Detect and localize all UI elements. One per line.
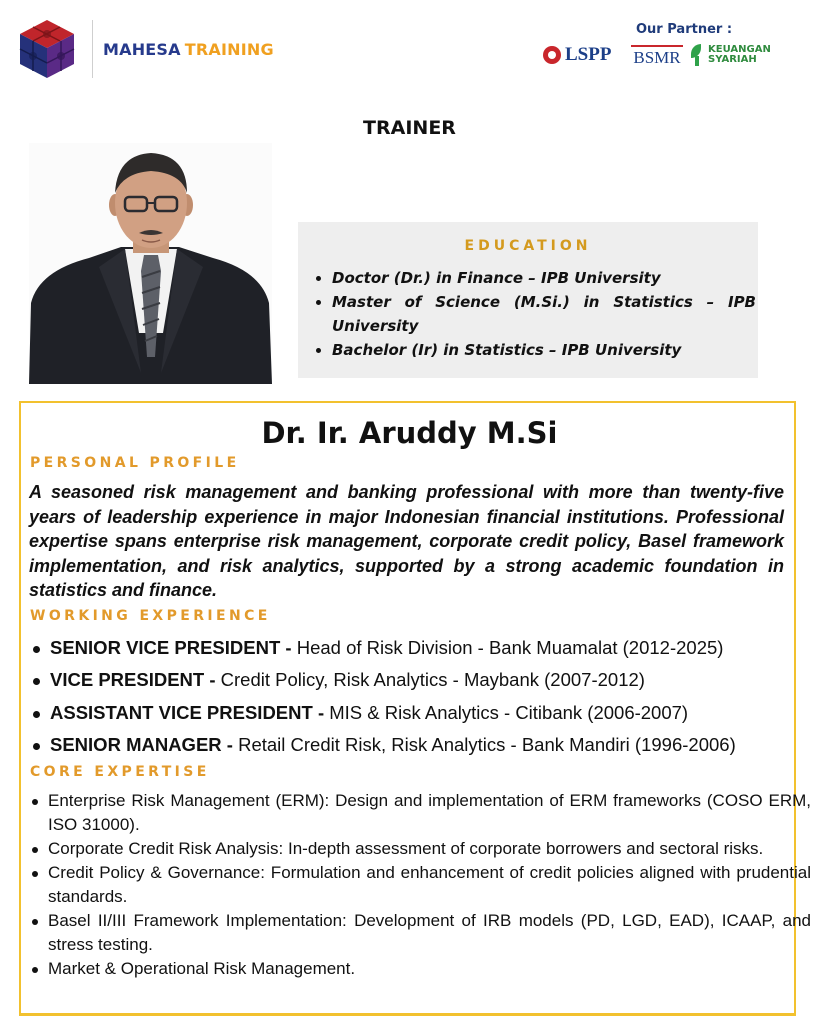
logo-divider bbox=[92, 20, 93, 78]
expertise-item: Corporate Credit Risk Analysis: In-depth assessment of corporate borrowers and sectoral risks. bbox=[48, 837, 811, 861]
core-expertise-heading: CORE EXPERTISE bbox=[30, 764, 210, 780]
expertise-item: Credit Policy & Governance: Formulation and enhancement of credit policies aligned with prudential standards. bbox=[48, 861, 811, 909]
bsmr-underline bbox=[631, 45, 683, 47]
ks-line1: KEUANGAN bbox=[708, 44, 771, 55]
expertise-item: Enterprise Risk Management (ERM): Design and implementation of ERM frameworks (COSO ERM, ISO 31000). bbox=[48, 789, 811, 837]
working-experience-list bbox=[30, 632, 810, 761]
trainer-name: Dr. Ir. Aruddy M.Si bbox=[261, 416, 558, 450]
education-list bbox=[314, 266, 756, 362]
brand-name bbox=[103, 40, 274, 59]
lspp-logo bbox=[543, 44, 625, 66]
partner-logos bbox=[543, 38, 813, 72]
experience-detail: MIS & Risk Analytics - Citibank (2006-2007) bbox=[329, 701, 689, 723]
personal-profile-text: A seasoned risk management and banking professional with more than twenty-five years of leadership experience in major Indonesian financial institutions. Professional expertise spans enterprise risk management, corporate credit policy, Basel framework implementation, and risk analytics, supported by a strong academic foundation in statistics and finance. bbox=[29, 482, 784, 601]
education-item: • Bachelor (Ir) in Statistics – IPB University bbox=[332, 338, 756, 362]
lspp-text: LSPP bbox=[565, 44, 612, 65]
bsmr-text: BSMR bbox=[633, 47, 681, 67]
experience-item bbox=[50, 664, 810, 696]
personal-profile-heading: PERSONAL PROFILE bbox=[30, 455, 240, 471]
ks-line2: SYARIAH bbox=[708, 54, 757, 65]
section-title: TRAINER bbox=[363, 117, 456, 139]
education-panel bbox=[298, 222, 758, 378]
mahesa-logo bbox=[16, 18, 274, 80]
education-item: • Master of Science (M.Si.) in Statistics – IPB University bbox=[332, 290, 756, 338]
bsmr-logo bbox=[625, 45, 689, 66]
leaf-icon bbox=[689, 44, 705, 66]
experience-detail: Retail Credit Risk, Risk Analytics - Bank Mandiri (1996-2006) bbox=[238, 733, 736, 755]
keuangan-syariah-logo bbox=[689, 44, 771, 66]
experience-item bbox=[50, 632, 810, 664]
brand-main: MAHESA bbox=[103, 39, 181, 59]
experience-role: SENIOR VICE PRESIDENT - bbox=[50, 637, 292, 658]
experience-role: SENIOR MANAGER - bbox=[50, 733, 233, 755]
experience-role: ASSISTANT VICE PRESIDENT - bbox=[50, 701, 325, 723]
expertise-item: Basel II/III Framework Implementation: Development of IRB models (PD, LGD, EAD), ICAAP, and stress testing. bbox=[48, 909, 811, 957]
lspp-emblem-icon bbox=[543, 46, 561, 64]
experience-role: VICE PRESIDENT - bbox=[50, 669, 216, 691]
experience-item bbox=[50, 697, 810, 729]
core-expertise-list bbox=[29, 789, 811, 981]
working-experience-heading: WORKING EXPERIENCE bbox=[30, 608, 271, 624]
puzzle-cube-icon bbox=[16, 18, 78, 80]
experience-detail: Credit Policy, Risk Analytics - Maybank (2007-2012) bbox=[220, 669, 645, 691]
expertise-item: Market & Operational Risk Management. bbox=[48, 957, 811, 981]
education-item: • Doctor (Dr.) in Finance – IPB University bbox=[332, 266, 756, 290]
experience-detail: Head of Risk Division - Bank Muamalat (2012-2025) bbox=[296, 637, 724, 658]
trainer-photo bbox=[29, 143, 272, 384]
card-bottom-border bbox=[19, 1013, 796, 1016]
partner-label: Our Partner : bbox=[636, 22, 733, 37]
experience-item bbox=[50, 729, 810, 761]
education-heading: EDUCATION bbox=[464, 238, 592, 254]
brand-accent: TRAINING bbox=[184, 39, 274, 59]
